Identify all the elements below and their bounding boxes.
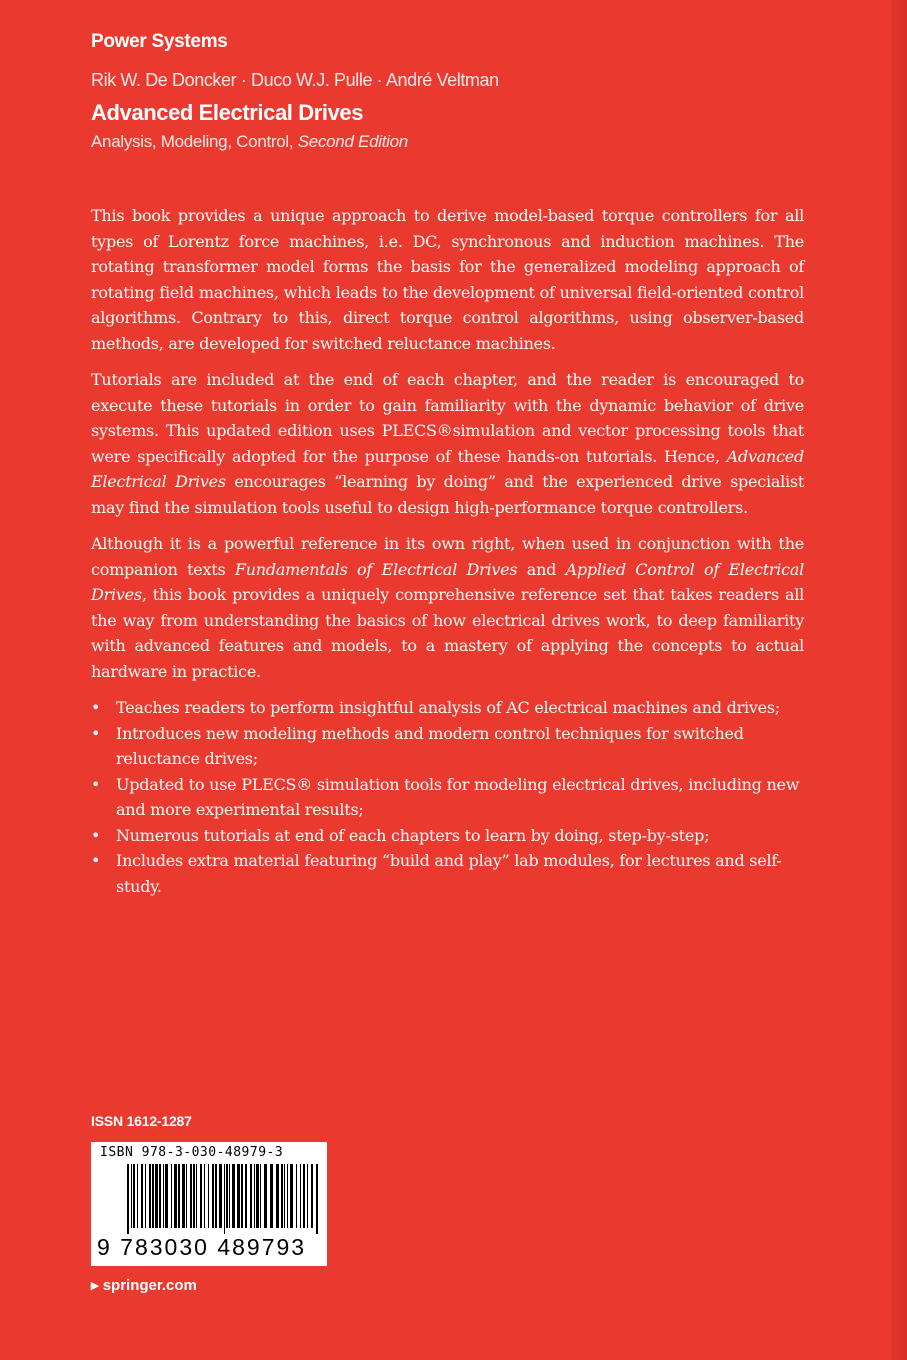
paragraph-2-b: encourages “learning by doing” and the experienced drive specialist may find the simulation tools useful to design high-performance torque controllers. — [91, 472, 804, 517]
list-item — [91, 721, 804, 772]
barcode-bar — [307, 1164, 308, 1228]
paragraph-2-italic: Advanced Electrical Drives — [91, 446, 805, 491]
paragraph-3-and: and — [526, 559, 557, 579]
barcode-bar — [260, 1164, 261, 1228]
bullet-icon: • — [91, 825, 101, 845]
barcode-bar — [149, 1164, 151, 1228]
list-item — [91, 772, 804, 823]
barcode-bar — [250, 1164, 252, 1228]
barcode-bar — [296, 1164, 297, 1228]
paragraph-3-italic-1: Fundamentals of Electrical Drives — [234, 559, 518, 579]
barcode-bar — [193, 1164, 195, 1228]
barcode-bar — [290, 1164, 293, 1228]
barcode-bar — [241, 1164, 243, 1228]
bullet-icon: • — [91, 774, 101, 794]
subtitle-main: Analysis, Modeling, Control, — [91, 132, 294, 151]
paragraph-3 — [91, 531, 804, 684]
barcode-bar — [155, 1164, 158, 1228]
barcode-bar — [137, 1164, 138, 1228]
barcode-bar — [145, 1164, 146, 1228]
feature-list — [91, 695, 804, 899]
ean-number: 9 783030 489793 — [97, 1234, 307, 1260]
bullet-icon: • — [91, 851, 101, 870]
barcode-bar — [174, 1164, 177, 1228]
barcode-bar — [208, 1164, 209, 1228]
barcode-bar — [245, 1164, 247, 1228]
isbn-label: ISBN 978-3-030-48979-3 — [100, 1145, 284, 1160]
list-item-text: Introduces new modeling methods and modern control techniques for switched reluctance drives; — [116, 723, 744, 768]
barcode-bar — [224, 1164, 225, 1234]
barcode-bar — [141, 1164, 143, 1228]
publisher-link[interactable]: ▸ springer.com — [91, 1277, 197, 1294]
barcode-bar — [204, 1164, 205, 1228]
barcode-bar — [212, 1164, 214, 1228]
list-item — [91, 823, 804, 849]
barcode-bar — [178, 1164, 180, 1228]
paragraph-1: This book provides a unique approach to derive model-based torque controllers for all types of Lorentz force machines, i.e. DC, synchronous and induction machines. The rotating transformer model forms the basis for the generalized modeling approach of rotating field machines, which leads to the development of universal field-oriented control algorithms. Contrary to this, direct torque control algorithms, using observer-based methods, are developed for switched reluctance machines. — [91, 206, 804, 353]
barcode-bar — [219, 1164, 222, 1228]
barcode-bar — [196, 1164, 197, 1228]
list-item-text: Numerous tutorials at end of each chapters to learn by doing, step-by-step; — [116, 825, 710, 845]
paragraph-3-italic-2: Applied Control of Electrical Drives — [91, 559, 805, 604]
list-item-text: Updated to use PLECS® simulation tools for modeling electrical drives, including new and more experimental results; — [116, 774, 800, 819]
bullet-icon: • — [91, 723, 101, 743]
subtitle-edition: Second Edition — [297, 132, 408, 151]
barcode-bar — [303, 1164, 305, 1228]
bullet-icon: • — [91, 698, 101, 717]
list-item-text: Teaches readers to perform insightful analysis of AC electrical machines and drives; — [116, 698, 780, 717]
authors: Rik W. De Doncker · Duco W.J. Pulle · André Veltman — [91, 70, 499, 90]
paragraph-2 — [91, 367, 804, 520]
barcode-bar — [311, 1164, 313, 1228]
barcode-bar — [152, 1164, 154, 1228]
barcode-bar — [182, 1164, 185, 1228]
barcode-bar — [281, 1164, 283, 1228]
barcode-bar — [171, 1164, 172, 1228]
list-item-text: Includes extra material featuring “build and play” lab modules, for lectures and self-study. — [116, 851, 782, 896]
list-item — [91, 848, 804, 899]
series-name: Power Systems — [91, 31, 228, 52]
barcode — [91, 1142, 327, 1266]
barcode-bar — [226, 1164, 228, 1228]
barcode-bar — [256, 1164, 259, 1228]
list-item — [91, 695, 804, 721]
barcode-bars-icon — [127, 1164, 319, 1234]
barcode-bar — [131, 1164, 132, 1228]
barcode-bar — [254, 1164, 255, 1228]
barcode-bar — [159, 1164, 161, 1228]
issn: ISSN 1612-1287 — [91, 1113, 192, 1129]
book-subtitle — [91, 132, 408, 152]
barcode-bar — [287, 1164, 288, 1228]
spine-edge — [891, 0, 907, 1360]
blurb — [91, 203, 804, 899]
barcode-bar — [232, 1164, 235, 1228]
paragraph-2-a: Tutorials are included at the end of each chapter, and the reader is encouraged to execute these tutorials in order to gain familiarity with the dynamic behavior of drive systems. This updated edition uses PLECS®simulation and vector processing tools that were specifically adopted for the purpose of these hands-on tutorials. Hence, — [91, 370, 804, 466]
barcode-bar — [270, 1164, 273, 1228]
paragraph-3-a: Although it is a powerful reference in its own right, when used in conjunction with the companion texts — [91, 534, 804, 579]
barcode-bar — [264, 1164, 267, 1228]
barcode-bar — [200, 1164, 202, 1228]
paragraph-3-b: , this book provides a uniquely comprehensive reference set that takes readers all the way from understanding the basics of how electrical drives work, to deep familiarity with advanced features and models, to a mastery of applying the concepts to actual hardware in practice. — [91, 585, 804, 681]
barcode-bar — [276, 1164, 279, 1228]
barcode-bar — [190, 1164, 192, 1228]
barcode-bar — [284, 1164, 285, 1228]
barcode-bar — [237, 1164, 240, 1228]
barcode-bar — [127, 1164, 129, 1234]
barcode-bar — [163, 1164, 164, 1228]
barcode-bar — [186, 1164, 187, 1228]
barcode-bar — [133, 1164, 135, 1228]
barcode-bar — [300, 1164, 301, 1228]
barcode-bar — [316, 1164, 318, 1234]
barcode-bar — [215, 1164, 217, 1228]
barcode-bar — [165, 1164, 168, 1228]
book-title: Advanced Electrical Drives — [91, 100, 364, 125]
barcode-bar — [229, 1164, 230, 1228]
